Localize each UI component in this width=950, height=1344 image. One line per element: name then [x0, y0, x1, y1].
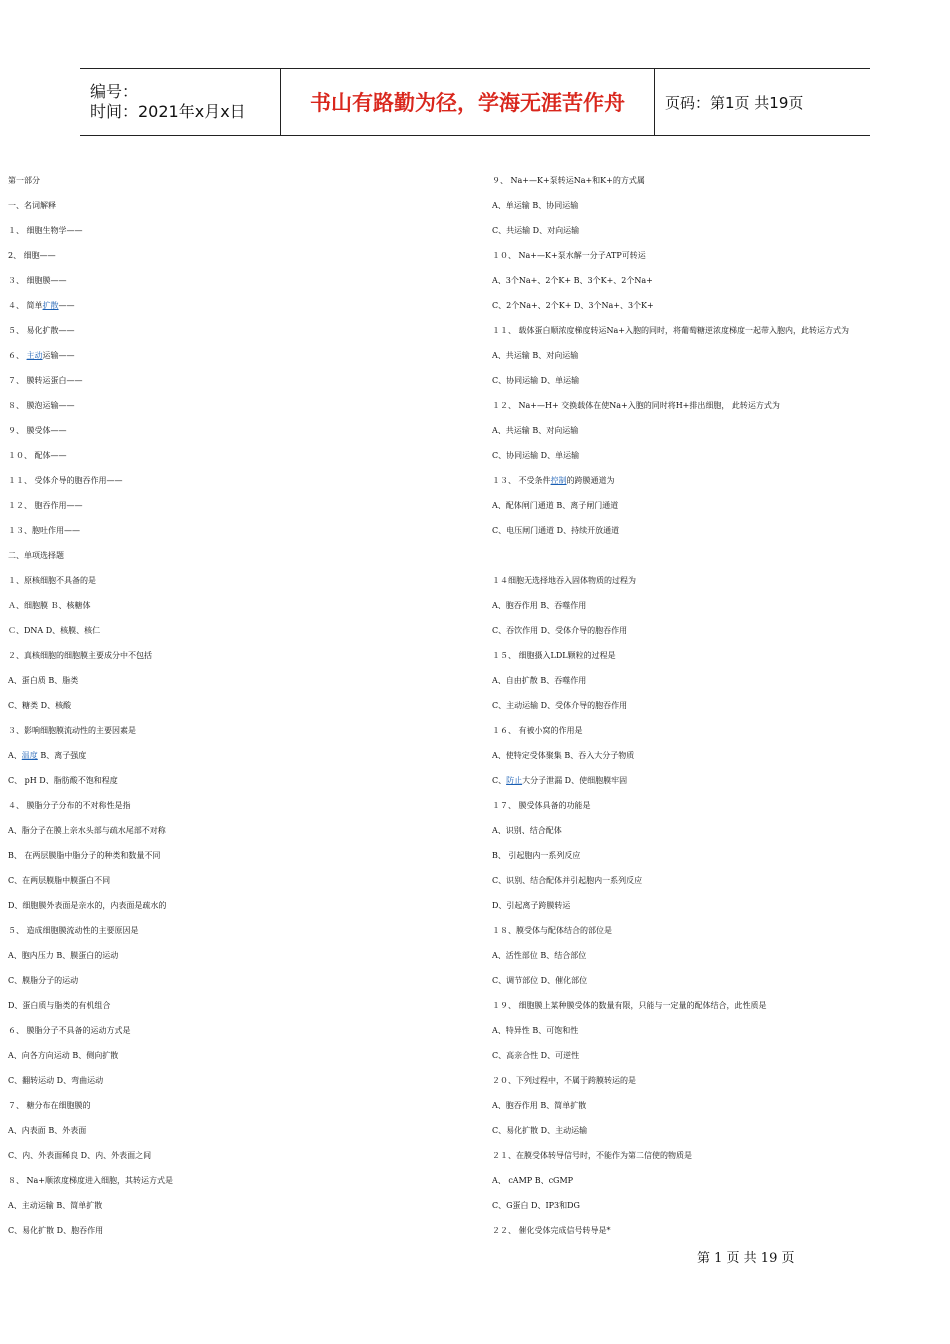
line-text: A、 [8, 751, 22, 760]
line-text: 运输—— [42, 351, 75, 360]
text-line: C、协同运输 D、单运输 [492, 376, 580, 385]
text-line: Ａ、细胞膜 Ｂ、核糖体 [8, 601, 91, 610]
text-line [8, 743, 468, 768]
text-line: １８、膜受体与配体结合的部位是 [492, 926, 612, 935]
line-text: ６、 [8, 351, 27, 360]
text-line: C、电压闸门通道 D、持续开放通道 [492, 526, 620, 535]
text-line: １１、 载体蛋白顺浓度梯度转运Na+入胞的同时，将葡萄糖逆浓度梯度一起带入胞内，此转运方式为 [492, 326, 850, 335]
text-line: １１、 受体介导的胞吞作用—— [8, 476, 123, 485]
text-line: １、 细胞生物学—— [8, 226, 83, 235]
text-line: C、主动运输 D、受体介导的胞吞作用 [492, 701, 628, 710]
text-line: A、使特定受体聚集 B、吞入大分子物质 [492, 751, 635, 760]
text-line: C、易化扩散 D、胞吞作用 [8, 1226, 104, 1235]
text-line: C、2个Na+、2个K+ D、3个Na+、3个K+ [492, 301, 654, 310]
text-line: Ｃ、DNA D、核膜、核仁 [8, 626, 101, 635]
text-line: A、内表面 B、外表面 [8, 1126, 87, 1135]
inline-link[interactable]: 扩散 [42, 301, 59, 310]
text-line: A、活性部位 B、结合部位 [492, 951, 587, 960]
text-line: B、 引起胞内一系列反应 [492, 851, 581, 860]
line-text: ４、 简单 [8, 301, 43, 310]
text-line: A、自由扩散 B、吞噬作用 [492, 676, 587, 685]
text-line: ６、 膜脂分子不具备的运动方式是 [8, 1026, 131, 1035]
left-column [8, 168, 468, 1243]
text-line: A、胞吞作用 B、吞噬作用 [492, 601, 587, 610]
line-text: B、离子强度 [37, 751, 87, 760]
text-line: D、引起离子跨膜转运 [492, 901, 571, 910]
text-line: C、高亲合性 D、可逆性 [492, 1051, 580, 1060]
header-meta [80, 69, 281, 135]
text-line: A、识别、结合配体 [492, 826, 562, 835]
text-line: C、糖类 D、核酸 [8, 701, 72, 710]
page-header [80, 68, 870, 136]
text-line: C、易化扩散 D、主动运输 [492, 1126, 588, 1135]
text-line: C、共运输 D、对向运输 [492, 226, 580, 235]
line-text: 大分子泄漏 D、使细胞膜牢固 [522, 776, 628, 785]
text-line: １５、 细胞摄入LDL颗粒的过程是 [492, 651, 616, 660]
text-line: １４细胞无选择地吞入固体物质的过程为 [492, 576, 636, 585]
text-line: ４、 膜脂分子分布的不对称性是指 [8, 801, 131, 810]
text-line: A、胞内压力 B、膜蛋白的运动 [8, 951, 119, 960]
text-line: B、 在两层膜脂中脂分子的种类和数量不同 [8, 851, 161, 860]
line-text: 的跨膜通道为 [566, 476, 615, 485]
text-line: C、在两层膜脂中膜蛋白不同 [8, 876, 111, 885]
line-text: １３、 不受条件 [492, 476, 551, 485]
page-number-label: 页码：第1页 共19页 [665, 93, 804, 112]
text-line [492, 543, 932, 568]
text-line: C、内、外表面稀良 D、内、外表面之间 [8, 1151, 152, 1160]
text-line: 一、名词解释 [8, 201, 56, 210]
right-column [492, 168, 932, 1243]
text-line: ５、 造成细胞膜流动性的主要原因是 [8, 926, 139, 935]
text-line: １、原核细胞不具备的是 [8, 576, 96, 585]
line-text: C、 [492, 776, 507, 785]
text-line: A、共运输 B、对向运输 [492, 426, 579, 435]
text-line: A、单运输 B、协同运输 [492, 201, 579, 210]
inline-link[interactable]: 温度 [21, 751, 38, 760]
text-line: C、识别、结合配体并引起胞内一系列反应 [492, 876, 643, 885]
text-line: C、调节部位 D、催化部位 [492, 976, 588, 985]
text-line: A、胞吞作用 B、简单扩散 [492, 1101, 587, 1110]
text-line: ２２、 催化受体完成信号转导是* [492, 1226, 611, 1235]
text-line: ７、 膜转运蛋白—— [8, 376, 83, 385]
text-line: ７、 糖分布在细胞膜的 [8, 1101, 91, 1110]
text-line: C、膜脂分子的运动 [8, 976, 79, 985]
text-line: A、向各方向运动 B、侧向扩散 [8, 1051, 119, 1060]
text-line: A、共运输 B、对向运输 [492, 351, 579, 360]
text-line: C、协同运输 D、单运输 [492, 451, 580, 460]
text-line: D、蛋白质与脂类的有机组合 [8, 1001, 111, 1010]
page-footer: 第 1 页 共 19 页 [697, 1251, 795, 1266]
text-line: A、主动运输 B、简单扩散 [8, 1201, 103, 1210]
text-line: A、配体闸门通道 B、离子闸门通道 [492, 501, 619, 510]
text-line [8, 343, 468, 368]
text-line: A、特异性 B、可饱和性 [492, 1026, 579, 1035]
text-line: ９、 膜受体—— [8, 426, 67, 435]
inline-link[interactable]: 主动 [26, 351, 43, 360]
text-line: D、细胞膜外表面是亲水的，内表面是疏水的 [8, 901, 167, 910]
text-line: 2、 细胞—— [8, 251, 56, 260]
text-line: 第一部分 [8, 176, 40, 185]
text-line: A、蛋白质 B、脂类 [8, 676, 79, 685]
text-line: １９、 细胞膜上某种膜受体的数量有限，只能与一定量的配体结合，此性质是 [492, 1001, 767, 1010]
text-line: ２０、下列过程中，不属于跨膜转运的是 [492, 1076, 636, 1085]
text-line: C、吞饮作用 D、受体介导的胞吞作用 [492, 626, 628, 635]
text-line: ２、真核细胞的细胞膜主要成分中不包括 [8, 651, 152, 660]
text-line: １６、 有被小窝的作用是 [492, 726, 583, 735]
text-line: １０、 Na+—K+泵水解一分子ATP可转运 [492, 251, 646, 260]
text-line: C、翻转运动 D、弯曲运动 [8, 1076, 104, 1085]
text-line: A、 cAMP B、cGMP [492, 1176, 574, 1185]
text-line: 二、单项选择题 [8, 551, 64, 560]
header-motto [281, 69, 655, 135]
text-line [8, 293, 468, 318]
text-line [492, 468, 932, 493]
text-line: ３、 细胞膜—— [8, 276, 67, 285]
line-text: —— [58, 301, 75, 310]
text-line: C、 pH D、脂肪酸不饱和程度 [8, 776, 118, 785]
text-line: ８、 膜泡运输—— [8, 401, 75, 410]
inline-link[interactable]: 防止 [506, 776, 523, 785]
text-line: １７、 膜受体具备的功能是 [492, 801, 591, 810]
text-line: A、脂分子在膜上亲水头部与疏水尾部不对称 [8, 826, 166, 835]
inline-link[interactable]: 控制 [550, 476, 567, 485]
text-line: ９、 Na+—K+泵转运Na+和K+的方式属 [492, 176, 645, 185]
text-line: ２１、在膜受体转导信号时，不能作为第二信使的物质是 [492, 1151, 692, 1160]
text-line: ３、影响细胞膜流动性的主要因素是 [8, 726, 136, 735]
document-time-label: 时间：2021年x月x日 [90, 102, 246, 121]
text-line: １２、 Na+—H+ 交换载体在使Na+入胞的同时将H+排出细胞， 此转运方式为 [492, 401, 780, 410]
text-line: A、3个Na+、2个K+ B、3个K+、2个Na+ [492, 276, 653, 285]
text-line: １０、 配体—— [8, 451, 67, 460]
document-number-label: 编号： [90, 82, 139, 101]
text-line: C、G蛋白 D、IP3和DG [492, 1201, 580, 1210]
text-line: １３、胞吐作用—— [8, 526, 80, 535]
motto-text: 书山有路勤为径，学海无涯苦作舟 [310, 91, 625, 115]
text-line [492, 768, 932, 793]
text-line: ８、 Na+顺浓度梯度进入细胞，其转运方式是 [8, 1176, 174, 1185]
text-line: ５、 易化扩散—— [8, 326, 75, 335]
header-page-info [655, 69, 870, 135]
text-line: １２、 胞吞作用—— [8, 501, 83, 510]
